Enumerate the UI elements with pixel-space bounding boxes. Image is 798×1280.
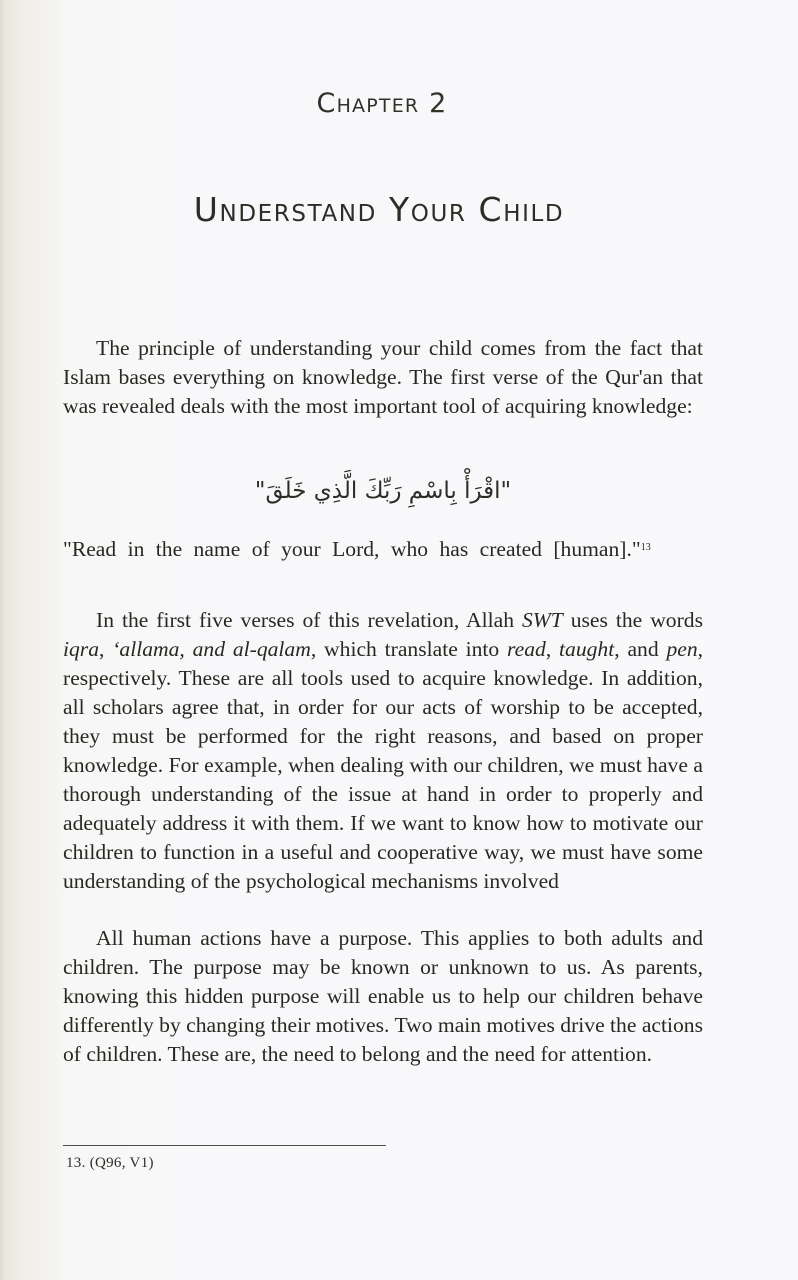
- text-run: In the first five verses of this revelation, Allah: [96, 608, 522, 632]
- text-run: , which translate into: [310, 637, 508, 661]
- text-run: , and: [614, 637, 667, 661]
- paragraph-intro: [63, 334, 703, 421]
- verse-translation: [63, 535, 667, 564]
- footnote-reference[interactable]: 13: [640, 542, 651, 553]
- text-run: uses the words: [562, 608, 703, 632]
- footnote-divider: [63, 1145, 386, 1146]
- italic-term: read: [507, 637, 546, 661]
- text-run: ,: [99, 637, 113, 661]
- italic-term: iqra: [63, 637, 99, 661]
- chapter-label: Chapter 2: [316, 88, 448, 119]
- italic-term: pen: [666, 637, 698, 661]
- paragraph-intro-text: The principle of understanding your child comes from the fact that Islam bases everything on knowledge. The first verse of the Qur'an that was revealed deals with the most important tool of acquiring knowledge:: [63, 336, 703, 418]
- arabic-verse: "اقْرَأْ بِاسْمِ رَبِّكَ الَّذِي خَلَقَ": [254, 478, 512, 504]
- paragraph-purpose: [63, 924, 703, 1069]
- text-run: ,: [545, 637, 560, 661]
- italic-term: taught: [559, 637, 615, 661]
- paragraph-revelation-text: [63, 606, 703, 896]
- footnote: 13. (Q96, V1): [66, 1155, 154, 1171]
- italic-term: SWT: [521, 608, 563, 632]
- verse-translation-text: "Read in the name of your Lord, who has created [human].": [63, 537, 641, 561]
- paragraph-purpose-text: All human actions have a purpose. This applies to both adults and children. The purpose may be known or unknown to us. As parents, knowing this hidden purpose will enable us to help our children behave differently by changing their motives. Two main motives drive the actions of children. These are, the need to belong and the need for attention.: [63, 926, 703, 1066]
- text-run: , respectively. These are all tools used to acquire knowledge. In addition, all scholars agree that, in order for our acts of worship to be accepted, they must be performed for the right reasons, and based on proper knowledge. For example, when dealing with our children, we must have a thorough understanding of the issue at hand in order to properly and adequately address it with them. If we want to know how to motivate our children to function in a useful and cooperative way, we must have some understanding of the psychological mechanisms involved: [63, 637, 704, 893]
- paragraph-revelation: [63, 606, 703, 896]
- italic-term: ‘allama, and al-qalam: [112, 637, 311, 661]
- chapter-title: Understand Your Child: [193, 190, 565, 229]
